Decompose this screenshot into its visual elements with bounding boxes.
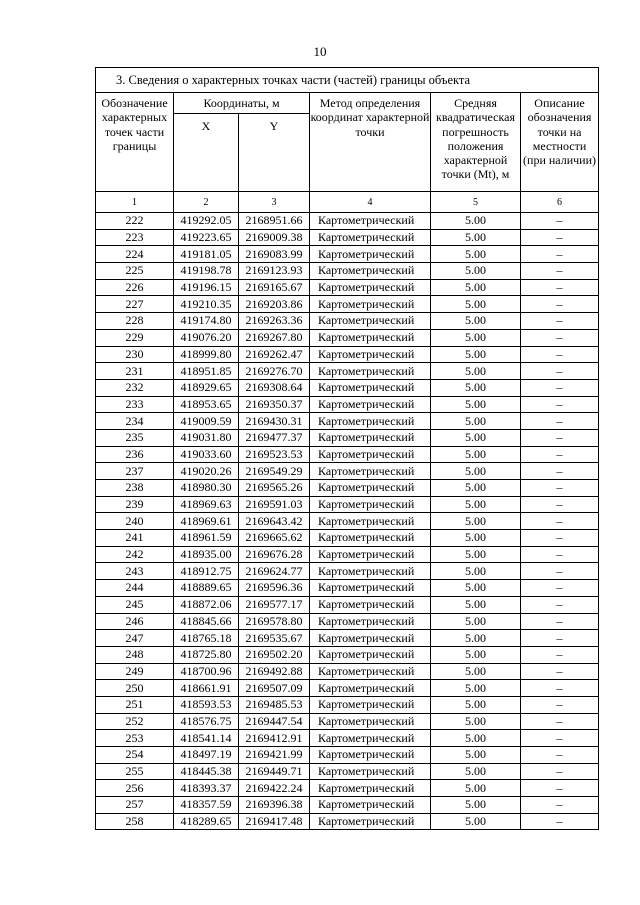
- error-cell: 5.00: [431, 646, 521, 663]
- table-row: [96, 630, 599, 647]
- method-cell: Картометрический: [310, 596, 431, 613]
- table-row: [96, 646, 599, 663]
- error-cell: 5.00: [431, 296, 521, 313]
- x-coordinate-cell: 418700.96: [174, 663, 239, 680]
- method-cell: Картометрический: [310, 463, 431, 480]
- x-coordinate-cell: 419223.65: [174, 229, 239, 246]
- description-cell: –: [521, 229, 599, 246]
- error-cell: 5.00: [431, 329, 521, 346]
- x-coordinate-cell: 418872.06: [174, 596, 239, 613]
- y-coordinate-cell: 2169535.67: [239, 630, 310, 647]
- y-coordinate-cell: 2169009.38: [239, 229, 310, 246]
- header-designation: Обозначение характерных точек части границы: [96, 93, 174, 192]
- method-cell: Картометрический: [310, 213, 431, 230]
- description-cell: –: [521, 213, 599, 230]
- error-cell: 5.00: [431, 530, 521, 547]
- description-cell: –: [521, 463, 599, 480]
- point-number-cell: 243: [96, 563, 174, 580]
- point-number-cell: 254: [96, 747, 174, 764]
- y-coordinate-cell: 2169507.09: [239, 680, 310, 697]
- description-cell: –: [521, 496, 599, 513]
- method-cell: Картометрический: [310, 379, 431, 396]
- method-cell: Картометрический: [310, 546, 431, 563]
- page-number: 10: [313, 44, 327, 59]
- table-row: [96, 813, 599, 830]
- x-coordinate-cell: 419020.26: [174, 463, 239, 480]
- y-coordinate-cell: 2169308.64: [239, 379, 310, 396]
- table-row: [96, 346, 599, 363]
- error-cell: 5.00: [431, 480, 521, 497]
- point-number-cell: 233: [96, 396, 174, 413]
- error-cell: 5.00: [431, 763, 521, 780]
- point-number-cell: 228: [96, 313, 174, 330]
- point-number-cell: 240: [96, 513, 174, 530]
- description-cell: –: [521, 763, 599, 780]
- description-cell: –: [521, 613, 599, 630]
- description-cell: –: [521, 513, 599, 530]
- error-cell: 5.00: [431, 596, 521, 613]
- error-cell: 5.00: [431, 696, 521, 713]
- error-cell: 5.00: [431, 563, 521, 580]
- table-row: [96, 396, 599, 413]
- description-cell: –: [521, 813, 599, 830]
- y-coordinate-cell: 2169492.88: [239, 663, 310, 680]
- table-row: [96, 680, 599, 697]
- error-cell: 5.00: [431, 429, 521, 446]
- x-coordinate-cell: 418929.65: [174, 379, 239, 396]
- x-coordinate-cell: 418889.65: [174, 580, 239, 597]
- table-row: [96, 329, 599, 346]
- point-number-cell: 224: [96, 246, 174, 263]
- table-row: [96, 563, 599, 580]
- method-cell: Картометрический: [310, 313, 431, 330]
- point-number-cell: 229: [96, 329, 174, 346]
- error-cell: 5.00: [431, 246, 521, 263]
- method-cell: Картометрический: [310, 413, 431, 430]
- description-cell: –: [521, 446, 599, 463]
- point-number-cell: 256: [96, 780, 174, 797]
- method-cell: Картометрический: [310, 363, 431, 380]
- description-cell: –: [521, 630, 599, 647]
- description-cell: –: [521, 329, 599, 346]
- table-row: [96, 313, 599, 330]
- table-row: [96, 463, 599, 480]
- column-number: 3: [239, 192, 310, 213]
- header-y: Y: [239, 114, 310, 192]
- column-number: 5: [431, 192, 521, 213]
- point-number-cell: 249: [96, 663, 174, 680]
- method-cell: Картометрический: [310, 263, 431, 280]
- point-number-cell: 239: [96, 496, 174, 513]
- y-coordinate-cell: 2169577.17: [239, 596, 310, 613]
- y-coordinate-cell: 2169422.24: [239, 780, 310, 797]
- table-row: [96, 480, 599, 497]
- description-cell: –: [521, 346, 599, 363]
- point-number-cell: 242: [96, 546, 174, 563]
- error-cell: 5.00: [431, 279, 521, 296]
- table-row: [96, 797, 599, 814]
- table-row: [96, 663, 599, 680]
- description-cell: –: [521, 246, 599, 263]
- point-number-cell: 255: [96, 763, 174, 780]
- description-cell: –: [521, 797, 599, 814]
- description-cell: –: [521, 596, 599, 613]
- x-coordinate-cell: 418969.61: [174, 513, 239, 530]
- description-cell: –: [521, 780, 599, 797]
- error-cell: 5.00: [431, 346, 521, 363]
- y-coordinate-cell: 2169396.38: [239, 797, 310, 814]
- table-row: [96, 613, 599, 630]
- method-cell: Картометрический: [310, 780, 431, 797]
- description-cell: –: [521, 696, 599, 713]
- method-cell: Картометрический: [310, 530, 431, 547]
- point-number-cell: 234: [96, 413, 174, 430]
- y-coordinate-cell: 2169276.70: [239, 363, 310, 380]
- table-row: [96, 713, 599, 730]
- point-number-cell: 230: [96, 346, 174, 363]
- x-coordinate-cell: 419031.80: [174, 429, 239, 446]
- x-coordinate-cell: 419210.35: [174, 296, 239, 313]
- description-cell: –: [521, 747, 599, 764]
- characteristic-points-table: [95, 67, 599, 830]
- error-cell: 5.00: [431, 363, 521, 380]
- point-number-cell: 257: [96, 797, 174, 814]
- method-cell: Картометрический: [310, 480, 431, 497]
- x-coordinate-cell: 418289.65: [174, 813, 239, 830]
- method-cell: Картометрический: [310, 680, 431, 697]
- error-cell: 5.00: [431, 780, 521, 797]
- method-cell: Картометрический: [310, 296, 431, 313]
- method-cell: Картометрический: [310, 279, 431, 296]
- table-row: [96, 246, 599, 263]
- table-header: [96, 68, 599, 213]
- x-coordinate-cell: 418953.65: [174, 396, 239, 413]
- point-number-cell: 247: [96, 630, 174, 647]
- method-cell: Картометрический: [310, 663, 431, 680]
- x-coordinate-cell: 419292.05: [174, 213, 239, 230]
- y-coordinate-cell: 2169203.86: [239, 296, 310, 313]
- table-row: [96, 279, 599, 296]
- y-coordinate-cell: 2169502.20: [239, 646, 310, 663]
- x-coordinate-cell: 418961.59: [174, 530, 239, 547]
- point-number-cell: 253: [96, 730, 174, 747]
- description-cell: –: [521, 713, 599, 730]
- x-coordinate-cell: 418999.80: [174, 346, 239, 363]
- table-row: [96, 763, 599, 780]
- table-row: [96, 263, 599, 280]
- x-coordinate-cell: 418497.19: [174, 747, 239, 764]
- y-coordinate-cell: 2169123.93: [239, 263, 310, 280]
- table-row: [96, 296, 599, 313]
- point-number-cell: 248: [96, 646, 174, 663]
- header-error: Средняя квадратическая погрешность положения характерной точки (Mt), м: [431, 93, 521, 192]
- y-coordinate-cell: 2169421.99: [239, 747, 310, 764]
- x-coordinate-cell: 418765.18: [174, 630, 239, 647]
- error-cell: 5.00: [431, 663, 521, 680]
- error-cell: 5.00: [431, 513, 521, 530]
- point-number-cell: 244: [96, 580, 174, 597]
- point-number-cell: 226: [96, 279, 174, 296]
- x-coordinate-cell: 418661.91: [174, 680, 239, 697]
- x-coordinate-cell: 418951.85: [174, 363, 239, 380]
- error-cell: 5.00: [431, 546, 521, 563]
- table-row: [96, 530, 599, 547]
- error-cell: 5.00: [431, 730, 521, 747]
- method-cell: Картометрический: [310, 496, 431, 513]
- description-cell: –: [521, 730, 599, 747]
- y-coordinate-cell: 2169267.80: [239, 329, 310, 346]
- description-cell: –: [521, 413, 599, 430]
- x-coordinate-cell: 418969.63: [174, 496, 239, 513]
- method-cell: Картометрический: [310, 696, 431, 713]
- x-coordinate-cell: 419174.80: [174, 313, 239, 330]
- error-cell: 5.00: [431, 229, 521, 246]
- x-coordinate-cell: 418845.66: [174, 613, 239, 630]
- y-coordinate-cell: 2169578.80: [239, 613, 310, 630]
- y-coordinate-cell: 2169262.47: [239, 346, 310, 363]
- error-cell: 5.00: [431, 680, 521, 697]
- method-cell: Картометрический: [310, 646, 431, 663]
- y-coordinate-cell: 2169676.28: [239, 546, 310, 563]
- description-cell: –: [521, 663, 599, 680]
- description-cell: –: [521, 263, 599, 280]
- point-number-cell: 222: [96, 213, 174, 230]
- table-row: [96, 730, 599, 747]
- description-cell: –: [521, 363, 599, 380]
- error-cell: 5.00: [431, 630, 521, 647]
- error-cell: 5.00: [431, 463, 521, 480]
- x-coordinate-cell: 418445.38: [174, 763, 239, 780]
- y-coordinate-cell: 2169412.91: [239, 730, 310, 747]
- table-row: [96, 496, 599, 513]
- x-coordinate-cell: 418393.37: [174, 780, 239, 797]
- description-cell: –: [521, 396, 599, 413]
- error-cell: 5.00: [431, 813, 521, 830]
- x-coordinate-cell: 418541.14: [174, 730, 239, 747]
- method-cell: Картометрический: [310, 813, 431, 830]
- y-coordinate-cell: 2169350.37: [239, 396, 310, 413]
- x-coordinate-cell: 419076.20: [174, 329, 239, 346]
- y-coordinate-cell: 2169643.42: [239, 513, 310, 530]
- method-cell: Картометрический: [310, 713, 431, 730]
- error-cell: 5.00: [431, 797, 521, 814]
- method-cell: Картометрический: [310, 346, 431, 363]
- description-cell: –: [521, 429, 599, 446]
- method-cell: Картометрический: [310, 797, 431, 814]
- error-cell: 5.00: [431, 313, 521, 330]
- y-coordinate-cell: 2169417.48: [239, 813, 310, 830]
- y-coordinate-cell: 2169565.26: [239, 480, 310, 497]
- x-coordinate-cell: 418980.30: [174, 480, 239, 497]
- table-row: [96, 379, 599, 396]
- description-cell: –: [521, 530, 599, 547]
- description-cell: –: [521, 680, 599, 697]
- point-number-cell: 232: [96, 379, 174, 396]
- description-cell: –: [521, 646, 599, 663]
- y-coordinate-cell: 2169477.37: [239, 429, 310, 446]
- table-row: [96, 363, 599, 380]
- table-row: [96, 229, 599, 246]
- method-cell: Картометрический: [310, 563, 431, 580]
- x-coordinate-cell: 418593.53: [174, 696, 239, 713]
- point-number-cell: 223: [96, 229, 174, 246]
- error-cell: 5.00: [431, 496, 521, 513]
- y-coordinate-cell: 2169165.67: [239, 279, 310, 296]
- x-coordinate-cell: 418576.75: [174, 713, 239, 730]
- point-number-cell: 231: [96, 363, 174, 380]
- point-number-cell: 250: [96, 680, 174, 697]
- error-cell: 5.00: [431, 379, 521, 396]
- method-cell: Картометрический: [310, 396, 431, 413]
- error-cell: 5.00: [431, 413, 521, 430]
- method-cell: Картометрический: [310, 580, 431, 597]
- error-cell: 5.00: [431, 613, 521, 630]
- table-row: [96, 596, 599, 613]
- description-cell: –: [521, 580, 599, 597]
- y-coordinate-cell: 2169624.77: [239, 563, 310, 580]
- point-number-cell: 251: [96, 696, 174, 713]
- table-row: [96, 213, 599, 230]
- error-cell: 5.00: [431, 713, 521, 730]
- x-coordinate-cell: 418725.80: [174, 646, 239, 663]
- x-coordinate-cell: 419196.15: [174, 279, 239, 296]
- x-coordinate-cell: 419033.60: [174, 446, 239, 463]
- description-cell: –: [521, 379, 599, 396]
- method-cell: Картометрический: [310, 613, 431, 630]
- y-coordinate-cell: 2168951.66: [239, 213, 310, 230]
- y-coordinate-cell: 2169523.53: [239, 446, 310, 463]
- method-cell: Картометрический: [310, 446, 431, 463]
- header-x: X: [174, 114, 239, 192]
- y-coordinate-cell: 2169430.31: [239, 413, 310, 430]
- table-row: [96, 580, 599, 597]
- method-cell: Картометрический: [310, 513, 431, 530]
- section-title: 3. Сведения о характерных точках части (частей) границы объекта: [96, 68, 599, 93]
- point-number-cell: 225: [96, 263, 174, 280]
- method-cell: Картометрический: [310, 730, 431, 747]
- y-coordinate-cell: 2169665.62: [239, 530, 310, 547]
- table-row: [96, 413, 599, 430]
- y-coordinate-cell: 2169596.36: [239, 580, 310, 597]
- method-cell: Картометрический: [310, 747, 431, 764]
- error-cell: 5.00: [431, 263, 521, 280]
- table-row: [96, 780, 599, 797]
- point-number-cell: 236: [96, 446, 174, 463]
- point-number-cell: 252: [96, 713, 174, 730]
- point-number-cell: 227: [96, 296, 174, 313]
- column-number: 6: [521, 192, 599, 213]
- method-cell: Картометрический: [310, 630, 431, 647]
- method-cell: Картометрический: [310, 429, 431, 446]
- error-cell: 5.00: [431, 396, 521, 413]
- x-coordinate-cell: 418935.00: [174, 546, 239, 563]
- column-number: 2: [174, 192, 239, 213]
- method-cell: Картометрический: [310, 246, 431, 263]
- header-method: Метод определения координат характерной точки: [310, 93, 431, 192]
- point-number-cell: 235: [96, 429, 174, 446]
- y-coordinate-cell: 2169549.29: [239, 463, 310, 480]
- table-row: [96, 446, 599, 463]
- y-coordinate-cell: 2169485.53: [239, 696, 310, 713]
- table-row: [96, 429, 599, 446]
- table-row: [96, 513, 599, 530]
- description-cell: –: [521, 279, 599, 296]
- point-number-cell: 246: [96, 613, 174, 630]
- column-number: 1: [96, 192, 174, 213]
- point-number-cell: 238: [96, 480, 174, 497]
- description-cell: –: [521, 296, 599, 313]
- point-number-cell: 245: [96, 596, 174, 613]
- header-coordinates: Координаты, м: [174, 93, 310, 114]
- method-cell: Картометрический: [310, 763, 431, 780]
- point-number-cell: 258: [96, 813, 174, 830]
- table-row: [96, 546, 599, 563]
- x-coordinate-cell: 419181.05: [174, 246, 239, 263]
- header-description: Описание обозначения точки на местности (при наличии): [521, 93, 599, 192]
- y-coordinate-cell: 2169083.99: [239, 246, 310, 263]
- description-cell: –: [521, 563, 599, 580]
- error-cell: 5.00: [431, 580, 521, 597]
- column-number-row: [96, 192, 599, 213]
- error-cell: 5.00: [431, 747, 521, 764]
- y-coordinate-cell: 2169449.71: [239, 763, 310, 780]
- y-coordinate-cell: 2169447.54: [239, 713, 310, 730]
- column-number: 4: [310, 192, 431, 213]
- y-coordinate-cell: 2169263.36: [239, 313, 310, 330]
- description-cell: –: [521, 313, 599, 330]
- table-body: [96, 213, 599, 830]
- y-coordinate-cell: 2169591.03: [239, 496, 310, 513]
- method-cell: Картометрический: [310, 229, 431, 246]
- error-cell: 5.00: [431, 446, 521, 463]
- description-cell: –: [521, 480, 599, 497]
- table-row: [96, 696, 599, 713]
- point-number-cell: 237: [96, 463, 174, 480]
- error-cell: 5.00: [431, 213, 521, 230]
- x-coordinate-cell: 418912.75: [174, 563, 239, 580]
- point-number-cell: 241: [96, 530, 174, 547]
- method-cell: Картометрический: [310, 329, 431, 346]
- x-coordinate-cell: 418357.59: [174, 797, 239, 814]
- description-cell: –: [521, 546, 599, 563]
- table-row: [96, 747, 599, 764]
- x-coordinate-cell: 419009.59: [174, 413, 239, 430]
- x-coordinate-cell: 419198.78: [174, 263, 239, 280]
